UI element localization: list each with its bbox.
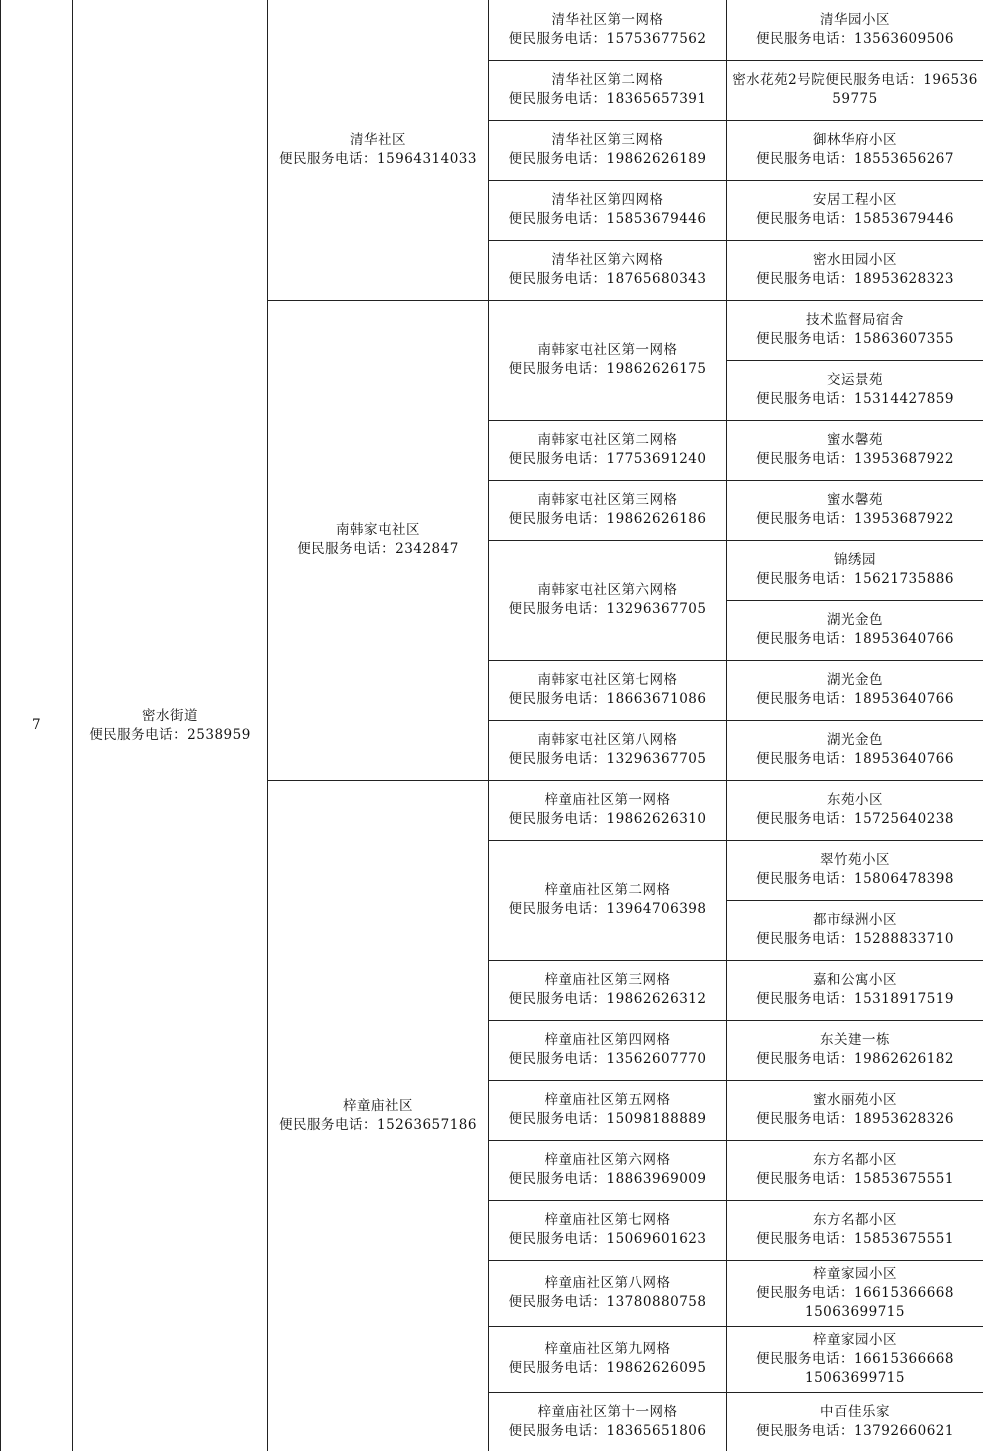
estate-cell — [727, 360, 983, 420]
community-name: 清华社区 — [270, 131, 486, 150]
grid-name: 南韩家屯社区第一网格 — [491, 341, 724, 360]
grid-name: 清华社区第三网格 — [491, 131, 724, 150]
estate-phone: 便民服务电话：18953640766 — [729, 690, 981, 709]
row-index — [1, 0, 73, 1451]
estate-cell — [727, 660, 983, 720]
grid-phone: 便民服务电话：19862626095 — [491, 1359, 724, 1378]
grid-name: 梓童庙社区第五网格 — [491, 1091, 724, 1110]
grid-cell — [489, 120, 727, 180]
estate-cell — [727, 720, 983, 780]
estate-cell — [727, 900, 983, 960]
row-number: 7 — [3, 716, 70, 735]
grid-phone: 便民服务电话：18663671086 — [491, 690, 724, 709]
grid-name: 清华社区第一网格 — [491, 11, 724, 30]
estate-phone: 便民服务电话：15314427859 — [729, 390, 981, 409]
grid-phone: 便民服务电话：13562607770 — [491, 1050, 724, 1069]
estate-name: 湖光金色 — [729, 731, 981, 750]
grid-phone: 便民服务电话：13296367705 — [491, 750, 724, 769]
grid-phone: 便民服务电话：18765680343 — [491, 270, 724, 289]
estate-name: 蜜水丽苑小区 — [729, 1091, 981, 1110]
grid-phone: 便民服务电话：15098188889 — [491, 1110, 724, 1129]
estate-cell — [727, 540, 983, 600]
grid-name: 梓童庙社区第十一网格 — [491, 1403, 724, 1422]
estate-cell — [727, 1140, 983, 1200]
street-name: 密水街道 — [75, 707, 265, 726]
grid-cell — [489, 1080, 727, 1140]
grid-cell — [489, 300, 727, 420]
estate-cell — [727, 0, 983, 60]
estate-phone: 便民服务电话：18953640766 — [729, 750, 981, 769]
estate-phone: 便民服务电话：15621735886 — [729, 570, 981, 589]
estate-name: 密水田园小区 — [729, 251, 981, 270]
grid-cell — [489, 540, 727, 660]
estate-phone: 便民服务电话：15725640238 — [729, 810, 981, 829]
community-cell — [268, 0, 489, 300]
grid-cell — [489, 960, 727, 1020]
street-cell — [73, 0, 268, 1451]
estate-name: 东方名都小区 — [729, 1151, 981, 1170]
estate-phone: 便民服务电话：15863607355 — [729, 330, 981, 349]
street-phone: 便民服务电话：2538959 — [75, 726, 265, 745]
estate-name: 梓童家园小区 — [729, 1265, 981, 1284]
estate-name: 中百佳乐家 — [729, 1403, 981, 1422]
estate-name: 嘉和公寓小区 — [729, 971, 981, 990]
estate-name: 密水花苑2号院便民服务电话：19653659775 — [729, 71, 981, 109]
grid-phone: 便民服务电话：18365651806 — [491, 1422, 724, 1441]
table-row — [1, 0, 983, 60]
grid-name: 清华社区第二网格 — [491, 71, 724, 90]
grid-cell — [489, 720, 727, 780]
grid-cell — [489, 1200, 727, 1260]
grid-phone: 便民服务电话：13296367705 — [491, 600, 724, 619]
grid-phone: 便民服务电话：15853679446 — [491, 210, 724, 229]
grid-phone: 便民服务电话：15069601623 — [491, 1230, 724, 1249]
estate-cell — [727, 1020, 983, 1080]
estate-phone: 便民服务电话：15318917519 — [729, 990, 981, 1009]
grid-phone: 便民服务电话：15753677562 — [491, 30, 724, 49]
estate-phone: 便民服务电话：13953687922 — [729, 450, 981, 469]
estate-cell — [727, 1392, 983, 1451]
grid-phone: 便民服务电话：17753691240 — [491, 450, 724, 469]
estate-phone: 便民服务电话：15853679446 — [729, 210, 981, 229]
estate-name: 技术监督局宿舍 — [729, 311, 981, 330]
estate-phone: 15063699715 — [729, 1369, 981, 1388]
grid-name: 梓童庙社区第七网格 — [491, 1211, 724, 1230]
estate-cell — [727, 960, 983, 1020]
grid-name: 梓童庙社区第三网格 — [491, 971, 724, 990]
grid-name: 梓童庙社区第六网格 — [491, 1151, 724, 1170]
community-phone: 便民服务电话：15964314033 — [270, 150, 486, 169]
estate-phone: 15063699715 — [729, 1303, 981, 1322]
estate-phone: 便民服务电话：18953628326 — [729, 1110, 981, 1129]
grid-phone: 便民服务电话：19862626189 — [491, 150, 724, 169]
estate-phone: 便民服务电话：19862626182 — [729, 1050, 981, 1069]
grid-phone: 便民服务电话：19862626175 — [491, 360, 724, 379]
grid-phone: 便民服务电话：19862626186 — [491, 510, 724, 529]
estate-name: 湖光金色 — [729, 671, 981, 690]
grid-name: 南韩家屯社区第三网格 — [491, 491, 724, 510]
estate-phone: 便民服务电话：18553656267 — [729, 150, 981, 169]
estate-name: 都市绿洲小区 — [729, 911, 981, 930]
grid-cell — [489, 1260, 727, 1326]
grid-cell — [489, 1326, 727, 1392]
grid-name: 南韩家屯社区第二网格 — [491, 431, 724, 450]
estate-cell — [727, 240, 983, 300]
estate-cell — [727, 420, 983, 480]
estate-name: 安居工程小区 — [729, 191, 981, 210]
estate-name: 交运景苑 — [729, 371, 981, 390]
estate-phone: 便民服务电话：15853675551 — [729, 1230, 981, 1249]
grid-cell — [489, 180, 727, 240]
grid-phone: 便民服务电话：19862626312 — [491, 990, 724, 1009]
estate-cell — [727, 480, 983, 540]
grid-name: 梓童庙社区第四网格 — [491, 1031, 724, 1050]
grid-cell — [489, 60, 727, 120]
estate-name: 清华园小区 — [729, 11, 981, 30]
estate-phone: 便民服务电话：18953640766 — [729, 630, 981, 649]
estate-name: 梓童家园小区 — [729, 1331, 981, 1350]
estate-cell — [727, 600, 983, 660]
estate-name: 锦绣园 — [729, 551, 981, 570]
estate-name: 湖光金色 — [729, 611, 981, 630]
estate-phone: 便民服务电话：13953687922 — [729, 510, 981, 529]
community-cell — [268, 300, 489, 780]
community-name: 梓童庙社区 — [270, 1097, 486, 1116]
grid-name: 南韩家屯社区第六网格 — [491, 581, 724, 600]
grid-cell — [489, 420, 727, 480]
estate-phone: 便民服务电话：15853675551 — [729, 1170, 981, 1189]
estate-cell — [727, 60, 983, 120]
grid-name: 梓童庙社区第一网格 — [491, 791, 724, 810]
estate-cell — [727, 1260, 983, 1326]
community-cell — [268, 780, 489, 1451]
estate-phone: 便民服务电话：15288833710 — [729, 930, 981, 949]
community-phone: 便民服务电话：2342847 — [270, 540, 486, 559]
estate-cell — [727, 120, 983, 180]
estate-name: 御林华府小区 — [729, 131, 981, 150]
grid-name: 南韩家屯社区第七网格 — [491, 671, 724, 690]
estate-name: 东苑小区 — [729, 791, 981, 810]
community-phone: 便民服务电话：15263657186 — [270, 1116, 486, 1135]
grid-name: 清华社区第四网格 — [491, 191, 724, 210]
grid-phone: 便民服务电话：13964706398 — [491, 900, 724, 919]
estate-cell — [727, 1200, 983, 1260]
estate-phone: 便民服务电话：18953628323 — [729, 270, 981, 289]
grid-cell — [489, 240, 727, 300]
community-name: 南韩家屯社区 — [270, 521, 486, 540]
grid-phone: 便民服务电话：18863969009 — [491, 1170, 724, 1189]
estate-phone: 便民服务电话：16615366668 — [729, 1350, 981, 1369]
estate-phone: 便民服务电话：15806478398 — [729, 870, 981, 889]
estate-phone: 便民服务电话：16615366668 — [729, 1284, 981, 1303]
estate-name: 翠竹苑小区 — [729, 851, 981, 870]
grid-name: 清华社区第六网格 — [491, 251, 724, 270]
grid-cell — [489, 840, 727, 960]
grid-cell — [489, 780, 727, 840]
grid-name: 梓童庙社区第九网格 — [491, 1340, 724, 1359]
grid-name: 梓童庙社区第八网格 — [491, 1274, 724, 1293]
grid-cell — [489, 1140, 727, 1200]
grid-cell — [489, 1392, 727, 1451]
estate-cell — [727, 1326, 983, 1392]
estate-cell — [727, 300, 983, 360]
grid-cell — [489, 1020, 727, 1080]
estate-cell — [727, 840, 983, 900]
estate-name: 蜜水馨苑 — [729, 491, 981, 510]
estate-phone: 便民服务电话：13792660621 — [729, 1422, 981, 1441]
grid-phone: 便民服务电话：19862626310 — [491, 810, 724, 829]
grid-cell — [489, 0, 727, 60]
estate-cell — [727, 780, 983, 840]
grid-phone: 便民服务电话：18365657391 — [491, 90, 724, 109]
estate-phone: 便民服务电话：13563609506 — [729, 30, 981, 49]
estate-cell — [727, 180, 983, 240]
estate-name: 东方名都小区 — [729, 1211, 981, 1230]
grid-cell — [489, 480, 727, 540]
grid-name: 南韩家屯社区第八网格 — [491, 731, 724, 750]
grid-name: 梓童庙社区第二网格 — [491, 881, 724, 900]
grid-cell — [489, 660, 727, 720]
estate-name: 蜜水馨苑 — [729, 431, 981, 450]
estate-cell — [727, 1080, 983, 1140]
estate-name: 东关建一栋 — [729, 1031, 981, 1050]
grid-phone: 便民服务电话：13780880758 — [491, 1293, 724, 1312]
